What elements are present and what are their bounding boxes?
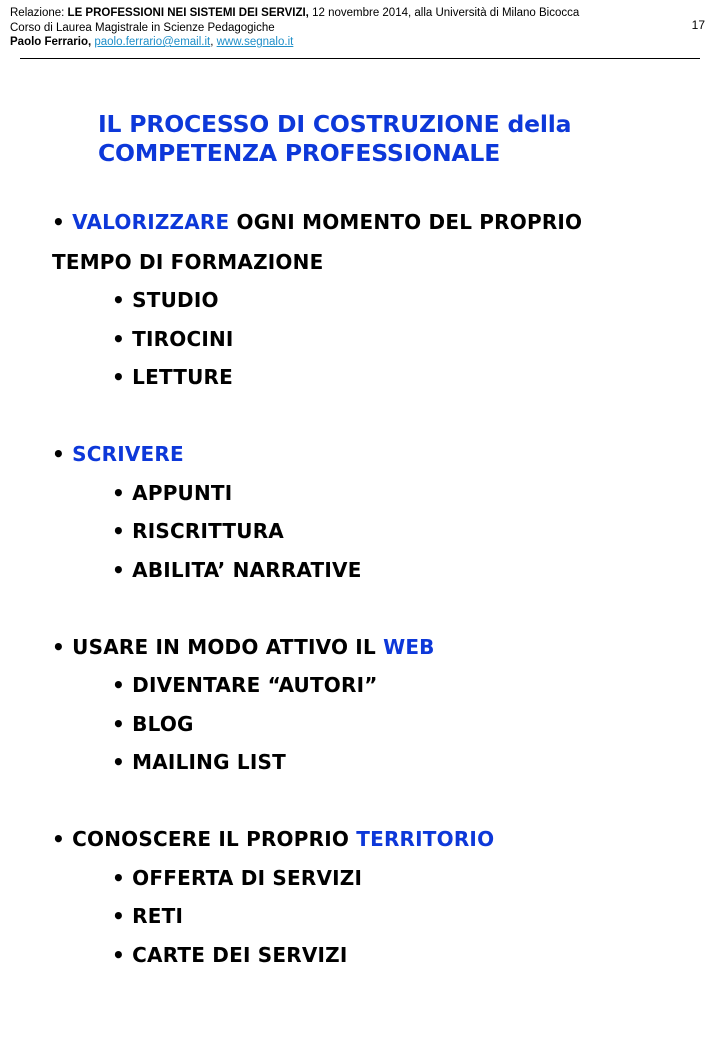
- bullet: •: [112, 327, 125, 351]
- list-item-label: LETTURE: [132, 365, 234, 389]
- list-item: [112, 365, 233, 389]
- bullet: •: [112, 365, 125, 389]
- bullet: •: [112, 904, 125, 928]
- page-number: 17: [691, 18, 705, 32]
- header-author-line: [10, 35, 700, 50]
- header-divider: [20, 58, 700, 59]
- list-item-label: RETI: [132, 904, 184, 928]
- list-item: [112, 943, 347, 967]
- bullet: •: [112, 519, 125, 543]
- header-author: Paolo Ferrario,: [10, 36, 92, 48]
- list-item-label: ABILITA’ NARRATIVE: [132, 558, 362, 582]
- header-course: Corso di Laurea Magistrale in Scienze Pedagogiche: [10, 21, 275, 34]
- section-territorio: [52, 827, 494, 851]
- section-web: [52, 635, 435, 659]
- list-item: [112, 750, 286, 774]
- header-prefix: Relazione:: [10, 7, 68, 19]
- list-item: [112, 558, 362, 582]
- list-item: [112, 519, 284, 543]
- list-item-label: RISCRITTURA: [132, 519, 284, 543]
- bullet: •: [112, 943, 125, 967]
- title-line-1: IL PROCESSO DI COSTRUZIONE della: [98, 110, 572, 138]
- bullet: •: [112, 558, 125, 582]
- bullet: •: [112, 712, 125, 736]
- bullet: •: [52, 635, 65, 659]
- list-item: [112, 673, 378, 697]
- list-item: [112, 481, 232, 505]
- bullet: •: [52, 827, 65, 851]
- bullet: •: [112, 673, 125, 697]
- section-territorio-lead: CONOSCERE IL PROPRIO: [72, 827, 357, 851]
- bullet: •: [112, 288, 125, 312]
- page-header: [10, 6, 700, 50]
- bullet: •: [52, 442, 65, 466]
- email-link[interactable]: paolo.ferrario@email.it: [94, 36, 211, 48]
- bullet: •: [112, 866, 125, 890]
- highlight-territorio: TERRITORIO: [356, 827, 495, 851]
- list-item-label: MAILING LIST: [132, 750, 286, 774]
- highlight-valorizzare: VALORIZZARE: [72, 210, 230, 234]
- list-item-label: STUDIO: [132, 288, 219, 312]
- list-item-label: OFFERTA DI SERVIZI: [132, 866, 363, 890]
- section-valorizzare-continuation: TEMPO DI FORMAZIONE: [52, 250, 324, 274]
- header-separator: ,: [210, 36, 217, 48]
- list-item: [112, 904, 183, 928]
- section-scrivere: [52, 442, 184, 466]
- list-item: [112, 866, 362, 890]
- bullet: •: [52, 210, 65, 234]
- list-item-label: DIVENTARE “AUTORI”: [132, 673, 378, 697]
- title-line-2: COMPETENZA PROFESSIONALE: [98, 139, 501, 167]
- list-item-label: TIROCINI: [132, 327, 234, 351]
- section-valorizzare: [52, 210, 582, 234]
- website-link[interactable]: www.segnalo.it: [216, 36, 294, 48]
- highlight-web: WEB: [383, 635, 435, 659]
- section-web-lead: USARE IN MODO ATTIVO IL: [64, 635, 384, 659]
- list-item-label: BLOG: [132, 712, 194, 736]
- section-valorizzare-rest: OGNI MOMENTO DEL PROPRIO: [229, 210, 583, 234]
- list-item-label: APPUNTI: [132, 481, 233, 505]
- header-report-meta: 12 novembre 2014, alla Università di Milano Bicocca: [308, 7, 580, 19]
- highlight-scrivere: SCRIVERE: [72, 442, 184, 466]
- list-item-label: CARTE DEI SERVIZI: [132, 943, 348, 967]
- list-item: [112, 288, 219, 312]
- page-title: [98, 110, 678, 168]
- bullet: •: [112, 481, 125, 505]
- header-report-line: [10, 6, 700, 21]
- list-item: [112, 712, 194, 736]
- bullet: •: [112, 750, 125, 774]
- list-item: [112, 327, 234, 351]
- header-report-title: LE PROFESSIONI NEI SISTEMI DEI SERVIZI,: [67, 7, 309, 19]
